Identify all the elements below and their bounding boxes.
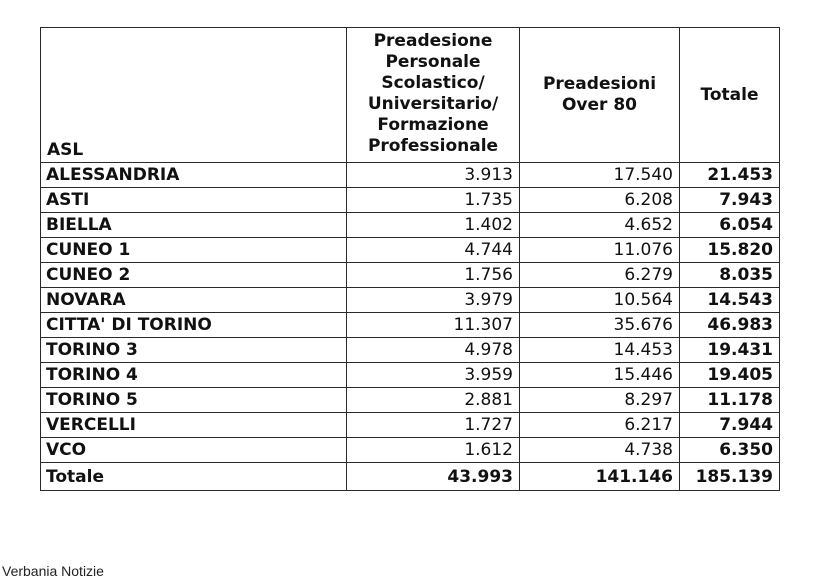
row-totale-value: 6.350 [680, 438, 780, 463]
row-totale-value: 14.543 [680, 288, 780, 313]
row-totale-value: 46.983 [680, 313, 780, 338]
row-asl-name: TORINO 4 [41, 363, 347, 388]
source-credit: Verbania Notizie [2, 563, 104, 579]
row-over80-value: 6.208 [520, 188, 680, 213]
row-asl-name: TORINO 3 [41, 338, 347, 363]
row-personale-value: 4.744 [347, 238, 520, 263]
table-row [41, 338, 780, 363]
table-row [41, 288, 780, 313]
row-personale-value: 1.735 [347, 188, 520, 213]
table-row [41, 413, 780, 438]
asl-preadesioni-table [40, 27, 780, 491]
row-personale-value: 1.402 [347, 213, 520, 238]
row-over80-value: 6.217 [520, 413, 680, 438]
row-totale-value: 6.054 [680, 213, 780, 238]
header-over-80: Preadesioni Over 80 [520, 28, 680, 163]
table-row [41, 238, 780, 263]
row-totale-value: 7.944 [680, 413, 780, 438]
table-row [41, 188, 780, 213]
total-row-label: Totale [41, 463, 347, 491]
row-totale-value: 8.035 [680, 263, 780, 288]
row-over80-value: 11.076 [520, 238, 680, 263]
row-totale-value: 19.431 [680, 338, 780, 363]
row-over80-value: 6.279 [520, 263, 680, 288]
row-asl-name: ASTI [41, 188, 347, 213]
row-over80-value: 4.652 [520, 213, 680, 238]
row-totale-value: 7.943 [680, 188, 780, 213]
row-over80-value: 10.564 [520, 288, 680, 313]
row-totale-value: 21.453 [680, 163, 780, 188]
row-personale-value: 3.913 [347, 163, 520, 188]
row-asl-name: ALESSANDRIA [41, 163, 347, 188]
header-asl: ASL [41, 28, 347, 163]
row-asl-name: VCO [41, 438, 347, 463]
row-over80-value: 4.738 [520, 438, 680, 463]
table-row [41, 388, 780, 413]
asl-preadesioni-table-container [40, 27, 780, 491]
total-over80-value: 141.146 [520, 463, 680, 491]
row-personale-value: 1.756 [347, 263, 520, 288]
table-row [41, 363, 780, 388]
table-total-row [41, 463, 780, 491]
row-asl-name: TORINO 5 [41, 388, 347, 413]
row-over80-value: 15.446 [520, 363, 680, 388]
row-personale-value: 3.959 [347, 363, 520, 388]
total-personale-value: 43.993 [347, 463, 520, 491]
row-personale-value: 1.612 [347, 438, 520, 463]
row-asl-name: CUNEO 1 [41, 238, 347, 263]
row-asl-name: CITTA' DI TORINO [41, 313, 347, 338]
row-over80-value: 35.676 [520, 313, 680, 338]
header-personale-scolastico: Preadesione Personale Scolastico/ Universitario/ Formazione Professionale [347, 28, 520, 163]
row-asl-name: VERCELLI [41, 413, 347, 438]
row-totale-value: 19.405 [680, 363, 780, 388]
table-header-row [41, 28, 780, 163]
row-personale-value: 2.881 [347, 388, 520, 413]
row-asl-name: BIELLA [41, 213, 347, 238]
row-totale-value: 11.178 [680, 388, 780, 413]
row-totale-value: 15.820 [680, 238, 780, 263]
header-totale: Totale [680, 28, 780, 163]
row-asl-name: CUNEO 2 [41, 263, 347, 288]
row-personale-value: 1.727 [347, 413, 520, 438]
row-personale-value: 11.307 [347, 313, 520, 338]
table-row [41, 163, 780, 188]
total-totale-value: 185.139 [680, 463, 780, 491]
row-over80-value: 17.540 [520, 163, 680, 188]
table-row [41, 313, 780, 338]
row-personale-value: 3.979 [347, 288, 520, 313]
table-row [41, 263, 780, 288]
row-personale-value: 4.978 [347, 338, 520, 363]
table-row [41, 213, 780, 238]
row-over80-value: 14.453 [520, 338, 680, 363]
row-over80-value: 8.297 [520, 388, 680, 413]
table-row [41, 438, 780, 463]
row-asl-name: NOVARA [41, 288, 347, 313]
